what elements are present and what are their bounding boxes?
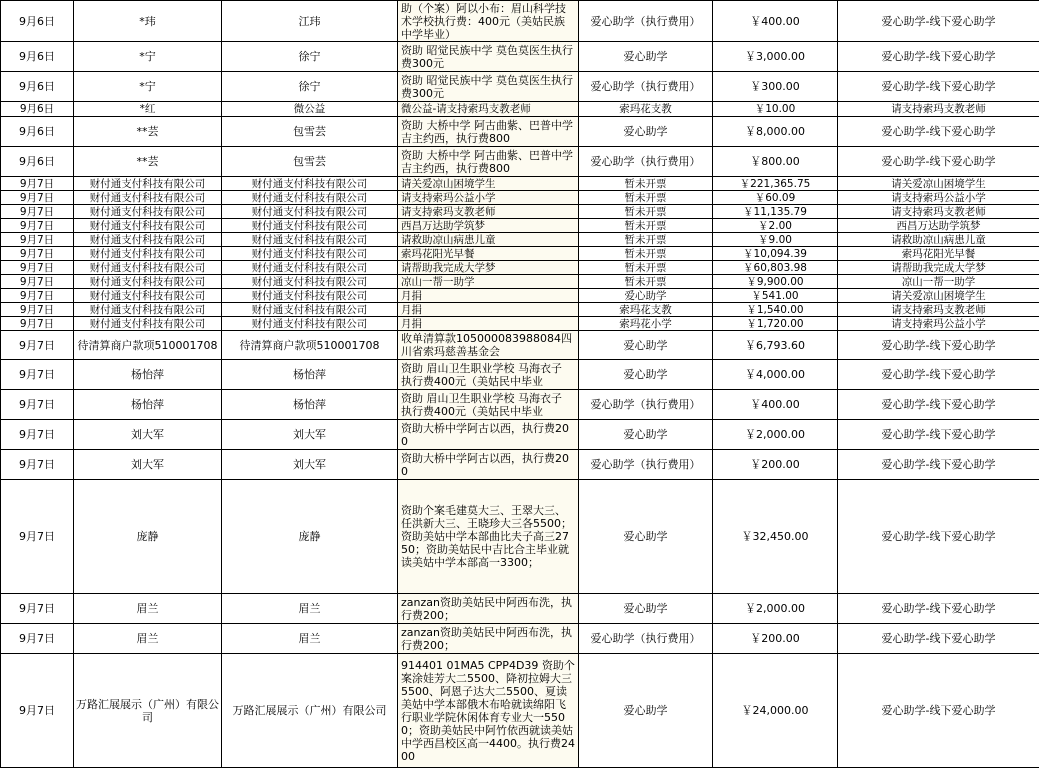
donor-cell: 眉兰 — [74, 624, 222, 654]
amount-cell: ￥6,793.60 — [713, 331, 838, 360]
project-cell: 爱心助学（执行费用） — [579, 624, 713, 654]
table-row — [1, 233, 1039, 247]
description-cell: 凉山一帮一助学 — [398, 275, 579, 289]
project-cell: 爱心助学（执行费用） — [579, 450, 713, 480]
donor-cell: 财付通支付科技有限公司 — [74, 205, 222, 219]
date-cell: 9月7日 — [1, 360, 74, 390]
date-cell: 9月6日 — [1, 42, 74, 72]
table-row — [1, 360, 1039, 390]
description-cell: 西昌万达助学筑梦 — [398, 219, 579, 233]
amount-cell: ￥32,450.00 — [713, 480, 838, 594]
target-project-cell: 凉山一帮一助学 — [838, 275, 1039, 289]
date-cell: 9月7日 — [1, 303, 74, 317]
target-project-cell: 爱心助学-线下爱心助学 — [838, 450, 1039, 480]
recipient-name-cell: 眉兰 — [222, 594, 398, 624]
project-cell: 暂未开票 — [579, 261, 713, 275]
amount-cell: ￥200.00 — [713, 450, 838, 480]
project-cell: 爱心助学（执行费用） — [579, 1, 713, 42]
description-cell: zanzan资助美姑民中阿西布洗，执行费200； — [398, 594, 579, 624]
project-cell: 爱心助学 — [579, 480, 713, 594]
recipient-name-cell: 微公益 — [222, 102, 398, 117]
description-cell: 914401 01MA5 CPP4D39 资助个案涂娃芳大二5500、降初拉姆大三5500、阿恩子达大二5500、夏读美姑中学本部俄木布哈就读绵阳飞行职业学院休闲体育专业大一5500；资助美姑民中阿竹依西就读美姑中学西昌校区高一4400。执行费2400 — [398, 654, 579, 768]
target-project-cell: 爱心助学-线下爱心助学 — [838, 1, 1039, 42]
target-project-cell: 请帮助我完成大学梦 — [838, 261, 1039, 275]
target-project-cell: 请支持索玛支教老师 — [838, 205, 1039, 219]
recipient-name-cell: 眉兰 — [222, 624, 398, 654]
target-project-cell: 请关爱凉山困境学生 — [838, 177, 1039, 191]
target-project-cell: 爱心助学-线下爱心助学 — [838, 594, 1039, 624]
date-cell: 9月7日 — [1, 624, 74, 654]
amount-cell: ￥10.00 — [713, 102, 838, 117]
amount-cell: ￥2,000.00 — [713, 594, 838, 624]
table-row — [1, 117, 1039, 147]
description-cell: 请救助凉山病患儿童 — [398, 233, 579, 247]
date-cell: 9月7日 — [1, 420, 74, 450]
target-project-cell: 请支持索玛支教老师 — [838, 303, 1039, 317]
donor-cell: *宁 — [74, 72, 222, 102]
description-cell: 微公益-请支持索玛支教老师 — [398, 102, 579, 117]
donor-cell: 财付通支付科技有限公司 — [74, 177, 222, 191]
table-row — [1, 450, 1039, 480]
recipient-name-cell: 财付通支付科技有限公司 — [222, 219, 398, 233]
table-row — [1, 42, 1039, 72]
table-row — [1, 480, 1039, 594]
description-cell: 资助 昭觉民族中学 莫色莫医生执行费300元 — [398, 42, 579, 72]
recipient-name-cell: 杨怡萍 — [222, 390, 398, 420]
recipient-name-cell: 江玮 — [222, 1, 398, 42]
date-cell: 9月7日 — [1, 654, 74, 768]
recipient-name-cell: 徐宁 — [222, 42, 398, 72]
amount-cell: ￥60,803.98 — [713, 261, 838, 275]
target-project-cell: 爱心助学-线下爱心助学 — [838, 360, 1039, 390]
donor-cell: 财付通支付科技有限公司 — [74, 233, 222, 247]
target-project-cell: 爱心助学-线下爱心助学 — [838, 624, 1039, 654]
recipient-name-cell: 财付通支付科技有限公司 — [222, 303, 398, 317]
target-project-cell: 请支持索玛支教老师 — [838, 102, 1039, 117]
project-cell: 暂未开票 — [579, 177, 713, 191]
amount-cell: ￥400.00 — [713, 390, 838, 420]
date-cell: 9月7日 — [1, 317, 74, 331]
project-cell: 索玛花支教 — [579, 303, 713, 317]
description-cell: 请支持索玛公益小学 — [398, 191, 579, 205]
description-cell: 助（个案）阿以小布：眉山科学技术学校执行费：400元（美姑民族中学毕业） — [398, 1, 579, 42]
description-cell: 资助 大桥中学 阿古曲紫、巴普中学 吉主约西，执行费800 — [398, 117, 579, 147]
project-cell: 爱心助学（执行费用） — [579, 390, 713, 420]
project-cell: 爱心助学（执行费用） — [579, 147, 713, 177]
date-cell: 9月7日 — [1, 594, 74, 624]
date-cell: 9月6日 — [1, 102, 74, 117]
table-row — [1, 72, 1039, 102]
donor-cell: *红 — [74, 102, 222, 117]
donor-cell: 杨怡萍 — [74, 360, 222, 390]
recipient-name-cell: 万路汇展展示（广州）有限公司 — [222, 654, 398, 768]
amount-cell: ￥2,000.00 — [713, 420, 838, 450]
table-row — [1, 317, 1039, 331]
recipient-name-cell: 刘大军 — [222, 420, 398, 450]
table-row — [1, 147, 1039, 177]
description-cell: zanzan资助美姑民中阿西布洗，执行费200； — [398, 624, 579, 654]
amount-cell: ￥400.00 — [713, 1, 838, 42]
table-row — [1, 390, 1039, 420]
donor-cell: 杨怡萍 — [74, 390, 222, 420]
amount-cell: ￥3,000.00 — [713, 42, 838, 72]
recipient-name-cell: 财付通支付科技有限公司 — [222, 247, 398, 261]
target-project-cell: 请支持索玛公益小学 — [838, 191, 1039, 205]
date-cell: 9月7日 — [1, 450, 74, 480]
date-cell: 9月7日 — [1, 480, 74, 594]
target-project-cell: 请救助凉山病患儿童 — [838, 233, 1039, 247]
target-project-cell: 西昌万达助学筑梦 — [838, 219, 1039, 233]
amount-cell: ￥4,000.00 — [713, 360, 838, 390]
target-project-cell: 请关爱凉山困境学生 — [838, 289, 1039, 303]
project-cell: 暂未开票 — [579, 247, 713, 261]
donor-cell: 财付通支付科技有限公司 — [74, 317, 222, 331]
amount-cell: ￥200.00 — [713, 624, 838, 654]
amount-cell: ￥541.00 — [713, 289, 838, 303]
donor-cell: 财付通支付科技有限公司 — [74, 289, 222, 303]
table-row — [1, 331, 1039, 360]
project-cell: 爱心助学 — [579, 654, 713, 768]
date-cell: 9月7日 — [1, 289, 74, 303]
donor-cell: **芸 — [74, 147, 222, 177]
target-project-cell: 爱心助学-线下爱心助学 — [838, 420, 1039, 450]
project-cell: 暂未开票 — [579, 191, 713, 205]
table-row — [1, 1, 1039, 42]
table-row — [1, 594, 1039, 624]
amount-cell: ￥9,900.00 — [713, 275, 838, 289]
table-row — [1, 247, 1039, 261]
amount-cell: ￥11,135.79 — [713, 205, 838, 219]
table-row — [1, 177, 1039, 191]
donor-cell: 财付通支付科技有限公司 — [74, 275, 222, 289]
date-cell: 9月6日 — [1, 117, 74, 147]
donor-cell: 财付通支付科技有限公司 — [74, 219, 222, 233]
donor-cell: 万路汇展展示（广州）有限公司 — [74, 654, 222, 768]
target-project-cell: 索玛花阳光早餐 — [838, 247, 1039, 261]
target-project-cell: 爱心助学-线下爱心助学 — [838, 331, 1039, 360]
amount-cell: ￥9.00 — [713, 233, 838, 247]
target-project-cell: 请支持索玛公益小学 — [838, 317, 1039, 331]
date-cell: 9月7日 — [1, 219, 74, 233]
donor-cell: **芸 — [74, 117, 222, 147]
recipient-name-cell: 刘大军 — [222, 450, 398, 480]
project-cell: 爱心助学 — [579, 117, 713, 147]
date-cell: 9月6日 — [1, 72, 74, 102]
recipient-name-cell: 包雪芸 — [222, 147, 398, 177]
table-row — [1, 624, 1039, 654]
table-row — [1, 102, 1039, 117]
recipient-name-cell: 庞静 — [222, 480, 398, 594]
description-cell: 月捐 — [398, 289, 579, 303]
amount-cell: ￥60.09 — [713, 191, 838, 205]
description-cell: 请支持索玛支教老师 — [398, 205, 579, 219]
recipient-name-cell: 包雪芸 — [222, 117, 398, 147]
recipient-name-cell: 财付通支付科技有限公司 — [222, 177, 398, 191]
project-cell: 暂未开票 — [579, 233, 713, 247]
donor-cell: 刘大军 — [74, 420, 222, 450]
date-cell: 9月7日 — [1, 275, 74, 289]
project-cell: 爱心助学（执行费用） — [579, 72, 713, 102]
project-cell: 爱心助学 — [579, 289, 713, 303]
donor-cell: 财付通支付科技有限公司 — [74, 247, 222, 261]
recipient-name-cell: 财付通支付科技有限公司 — [222, 205, 398, 219]
recipient-name-cell: 杨怡萍 — [222, 360, 398, 390]
target-project-cell: 爱心助学-线下爱心助学 — [838, 72, 1039, 102]
project-cell: 索玛花支教 — [579, 102, 713, 117]
description-cell: 资助 眉山卫生职业学校 马海衣子 执行费400元（美姑民中毕业 — [398, 390, 579, 420]
donor-cell: 眉兰 — [74, 594, 222, 624]
description-cell: 收单清算款105000083988084四川省索玛慈善基金会 — [398, 331, 579, 360]
date-cell: 9月7日 — [1, 233, 74, 247]
amount-cell: ￥2.00 — [713, 219, 838, 233]
project-cell: 爱心助学 — [579, 331, 713, 360]
project-cell: 爱心助学 — [579, 594, 713, 624]
date-cell: 9月7日 — [1, 247, 74, 261]
amount-cell: ￥10,094.39 — [713, 247, 838, 261]
donor-cell: 财付通支付科技有限公司 — [74, 303, 222, 317]
description-cell: 资助 眉山卫生职业学校 马海衣子 执行费400元（美姑民中毕业 — [398, 360, 579, 390]
recipient-name-cell: 待清算商户款项510001708 — [222, 331, 398, 360]
amount-cell: ￥24,000.00 — [713, 654, 838, 768]
table-row — [1, 654, 1039, 768]
project-cell: 爱心助学 — [579, 360, 713, 390]
donor-cell: 待清算商户款项510001708 — [74, 331, 222, 360]
date-cell: 9月7日 — [1, 390, 74, 420]
table-row — [1, 303, 1039, 317]
description-cell: 资助个案毛建莫大三、王翠大三、任洪新大三、王晓珍大三各5500；资助美姑中学本部曲比夫子高三2750；资助美姑民中吉比合主毕业就读美姑中学本部高一3300； — [398, 480, 579, 594]
donor-cell: 财付通支付科技有限公司 — [74, 261, 222, 275]
table-row — [1, 289, 1039, 303]
description-cell: 请帮助我完成大学梦 — [398, 261, 579, 275]
description-cell: 月捐 — [398, 303, 579, 317]
description-cell: 请关爱凉山困境学生 — [398, 177, 579, 191]
amount-cell: ￥221,365.75 — [713, 177, 838, 191]
date-cell: 9月6日 — [1, 1, 74, 42]
target-project-cell: 爱心助学-线下爱心助学 — [838, 480, 1039, 594]
amount-cell: ￥800.00 — [713, 147, 838, 177]
description-cell: 索玛花阳光早餐 — [398, 247, 579, 261]
description-cell: 资助 昭觉民族中学 莫色莫医生执行费300元 — [398, 72, 579, 102]
project-cell: 索玛花小学 — [579, 317, 713, 331]
donor-cell: *玮 — [74, 1, 222, 42]
recipient-name-cell: 财付通支付科技有限公司 — [222, 261, 398, 275]
recipient-name-cell: 财付通支付科技有限公司 — [222, 317, 398, 331]
project-cell: 爱心助学 — [579, 42, 713, 72]
project-cell: 暂未开票 — [579, 275, 713, 289]
donor-cell: 庞静 — [74, 480, 222, 594]
ledger-body — [1, 1, 1039, 768]
project-cell: 暂未开票 — [579, 205, 713, 219]
description-cell: 月捐 — [398, 317, 579, 331]
date-cell: 9月6日 — [1, 147, 74, 177]
donor-cell: 财付通支付科技有限公司 — [74, 191, 222, 205]
description-cell: 资助大桥中学阿古以西，执行费200 — [398, 450, 579, 480]
recipient-name-cell: 财付通支付科技有限公司 — [222, 233, 398, 247]
project-cell: 暂未开票 — [579, 219, 713, 233]
recipient-name-cell: 财付通支付科技有限公司 — [222, 289, 398, 303]
table-row — [1, 420, 1039, 450]
date-cell: 9月7日 — [1, 261, 74, 275]
target-project-cell: 爱心助学-线下爱心助学 — [838, 42, 1039, 72]
table-row — [1, 219, 1039, 233]
donor-cell: 刘大军 — [74, 450, 222, 480]
donor-cell: *宁 — [74, 42, 222, 72]
target-project-cell: 爱心助学-线下爱心助学 — [838, 390, 1039, 420]
project-cell: 爱心助学 — [579, 420, 713, 450]
table-row — [1, 191, 1039, 205]
recipient-name-cell: 徐宁 — [222, 72, 398, 102]
target-project-cell: 爱心助学-线下爱心助学 — [838, 654, 1039, 768]
target-project-cell: 爱心助学-线下爱心助学 — [838, 117, 1039, 147]
table-row — [1, 205, 1039, 219]
table-row — [1, 275, 1039, 289]
date-cell: 9月7日 — [1, 205, 74, 219]
recipient-name-cell: 财付通支付科技有限公司 — [222, 275, 398, 289]
recipient-name-cell: 财付通支付科技有限公司 — [222, 191, 398, 205]
amount-cell: ￥300.00 — [713, 72, 838, 102]
description-cell: 资助大桥中学阿古以西，执行费200 — [398, 420, 579, 450]
date-cell: 9月7日 — [1, 331, 74, 360]
amount-cell: ￥1,540.00 — [713, 303, 838, 317]
description-cell: 资助 大桥中学 阿古曲紫、巴普中学 吉主约西，执行费800 — [398, 147, 579, 177]
target-project-cell: 爱心助学-线下爱心助学 — [838, 147, 1039, 177]
amount-cell: ￥1,720.00 — [713, 317, 838, 331]
date-cell: 9月7日 — [1, 177, 74, 191]
table-row — [1, 261, 1039, 275]
amount-cell: ￥8,000.00 — [713, 117, 838, 147]
date-cell: 9月7日 — [1, 191, 74, 205]
